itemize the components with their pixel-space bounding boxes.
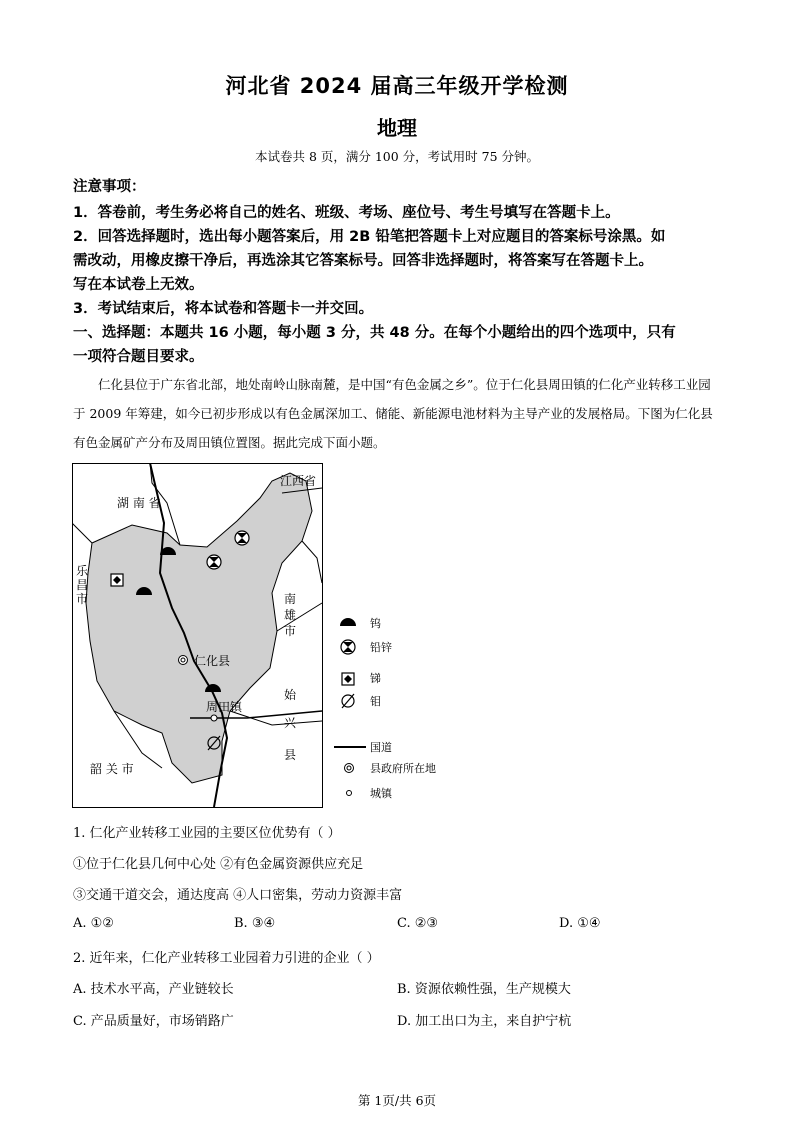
label-lechang: 昌 [76, 578, 89, 592]
label-nanxiong: 市 [284, 624, 297, 638]
section-heading: 一、选择题：本题共 16 小题，每小题 3 分，共 48 分。在每个小题给出的四个选项中，只有 [73, 325, 676, 341]
county-seat-icon [345, 764, 354, 773]
question-statements: ①位于仁化县几何中心处 ②有色金属资源供应充足 [73, 857, 364, 872]
lead-zinc-icon [207, 555, 221, 569]
renhua-mineral-map [72, 463, 452, 811]
exam-info: 本试卷共 8 页，满分 100 分，考试用时 75 分钟。 [254, 149, 540, 164]
label-lechang: 乐 [76, 564, 89, 578]
notes-heading: 注意事项： [73, 179, 146, 195]
lead-zinc-icon [235, 531, 249, 545]
legend-label: 锑 [370, 672, 381, 685]
section-heading-cont: 一项符合题目要求。 [73, 349, 204, 365]
label-shixing: 兴 [284, 716, 297, 730]
question-stem: 2. 近年来，仁化产业转移工业园着力引进的企业（ ） [73, 951, 380, 966]
town-icon [347, 791, 352, 796]
label-zhoutian: 周田镇 [206, 700, 243, 714]
exam-title: 河北省 2024 届高三年级开学检测 [225, 74, 569, 98]
note-item: 需改动，用橡皮擦干净后，再选涂其它答案标号。回答非选择题时，将答案写在答题卡上。 [73, 253, 653, 269]
note-item: 3．考试结束后，将本试卷和答题卡一并交回。 [73, 301, 374, 317]
subject-title: 地理 [377, 116, 417, 140]
label-nanxiong: 雄 [284, 608, 297, 622]
county-seat-icon [179, 656, 188, 665]
label-lechang: 市 [76, 592, 89, 606]
legend-label: 钨 [370, 617, 381, 630]
note-item: 写在本试卷上无效。 [73, 277, 204, 293]
legend-label: 城镇 [370, 787, 392, 800]
question-stem: 1. 仁化产业转移工业园的主要区位优势有（ ） [73, 826, 341, 841]
label-jiangxi: 江西省 [280, 474, 317, 488]
page-footer: 第 1页/共 6页 [357, 1093, 437, 1108]
question-statements: ③交通干道交会，通达度高 ④人口密集，劳动力资源丰富 [73, 888, 403, 903]
lead-zinc-icon [341, 640, 355, 654]
option-c[interactable]: C. 产品质量好，市场销路广 [73, 1014, 234, 1029]
note-item: 2．回答选择题时，选出每小题答案后，用 2B 铅笔把答题卡上对应题目的答案标号涂黑。如 [73, 229, 666, 245]
option-d[interactable]: D. 加工出口为主，来自护宁杭 [397, 1014, 572, 1029]
legend-label: 钼 [370, 695, 381, 708]
option-b[interactable]: B. 资源依赖性强，生产规模大 [397, 982, 571, 997]
option-d[interactable]: D. ①④ [559, 916, 601, 931]
option-a[interactable]: A. 技术水平高，产业链较长 [73, 982, 234, 997]
option-c[interactable]: C. ②③ [397, 916, 439, 931]
antimony-icon [111, 574, 123, 586]
label-nanxiong: 南 [284, 592, 297, 606]
option-a[interactable]: A. ①② [73, 916, 114, 931]
option-b[interactable]: B. ③④ [234, 916, 276, 931]
antimony-icon [342, 673, 354, 685]
label-shaoguan: 韶 关 市 [90, 762, 134, 776]
legend-label: 县政府所在地 [370, 762, 436, 775]
molybdenum-icon [342, 694, 354, 708]
label-shixing: 县 [284, 748, 297, 762]
label-hunan: 湖 南 省 [117, 496, 161, 510]
label-shixing: 始 [284, 688, 297, 702]
legend-label: 国道 [370, 741, 392, 754]
town-icon [211, 715, 217, 721]
note-item: 1．答卷前，考生务必将自己的姓名、班级、考场、座位号、考生号填写在答题卡上。 [73, 205, 620, 221]
tungsten-icon [340, 618, 356, 626]
intro-paragraph: 仁化县位于广东省北部，地处南岭山脉南麓，是中国“有色金属之乡”。位于仁化县周田镇的仁化产业转移工业园于 2009 年筹建，如今已初步形成以有色金属深加工、储能、新能源电池材料为主导产业的发展格局。下图为仁化县有色金属矿产分布及周田镇位置图。据此完成下面小题。 [73, 377, 713, 450]
label-renhua: 仁化县 [194, 654, 231, 668]
legend-label: 铅锌 [370, 641, 392, 654]
